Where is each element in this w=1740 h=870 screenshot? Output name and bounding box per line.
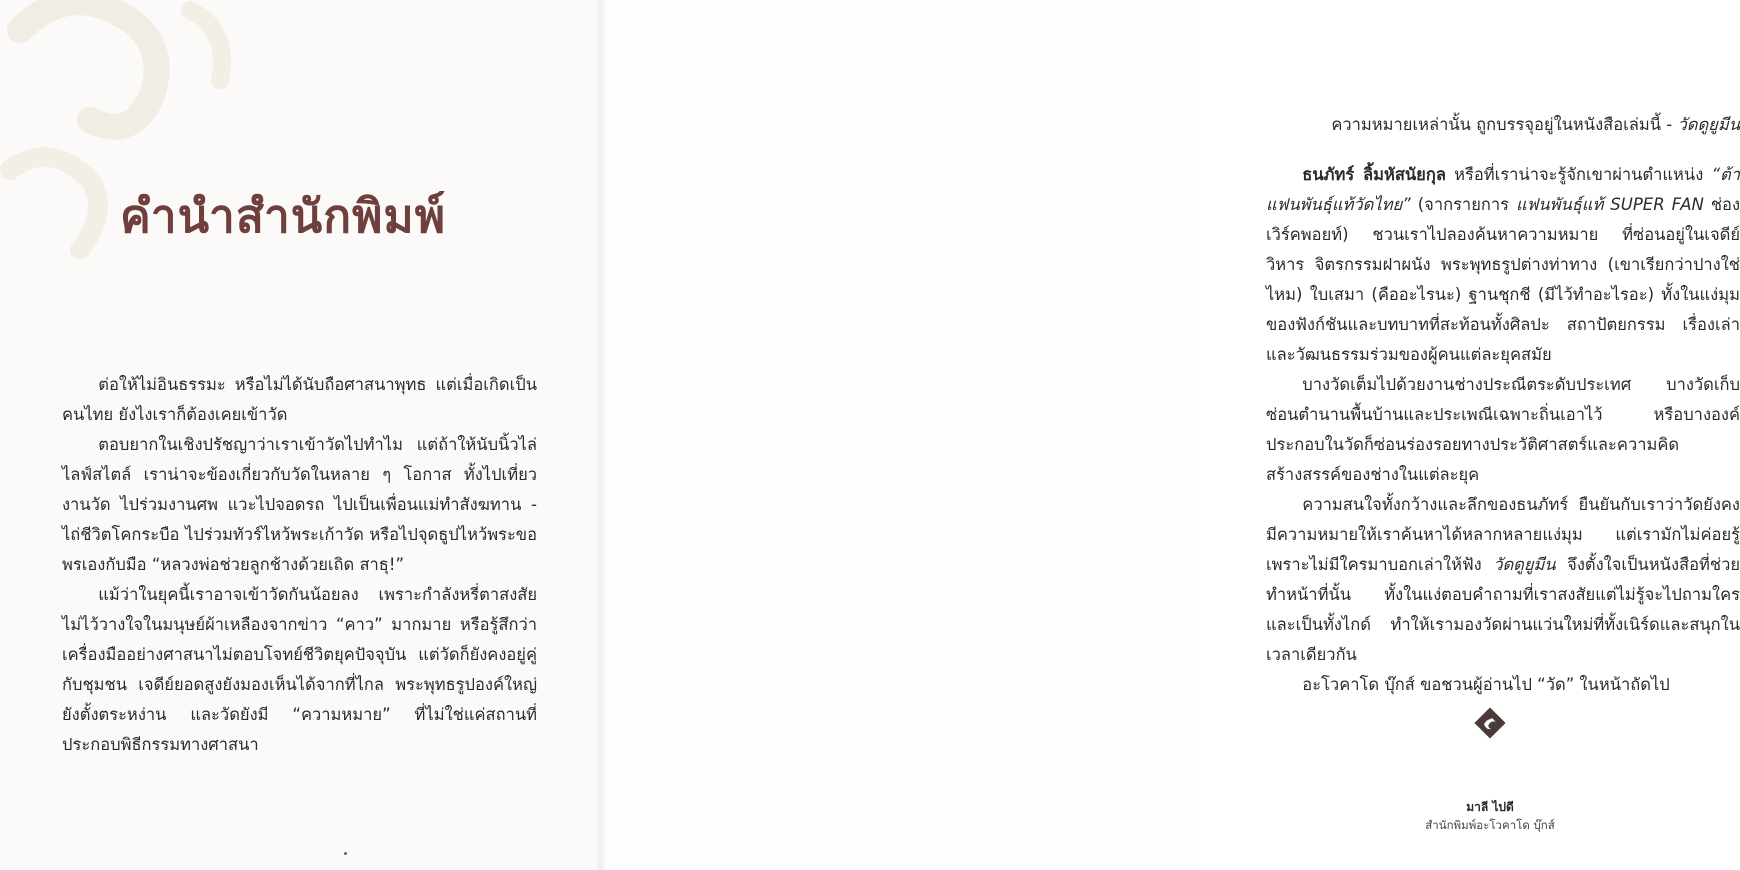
author-name: ธนภัทร์ ลิ้มหัสนัยกุล [1302,165,1446,184]
text-run: ช่องเวิร์คพอยท์) ชวนเราไปลองค้นหาความหมาย ที่ซ่อนอยู่ในเจดีย์ วิหาร จิตรกรรมฝาผนัง พระพุทธรูปต่างท่าทาง (เขาเรียกว่าปางใช่ไหม) ใบเสมา (คืออะไรนะ) ฐานชุกชี (มีไว้ทำอะไรอะ) ทั้งในแง่มุมของฟังก์ชันและบทบาทที่สะท้อนทั้งศิลปะ สถาปัตยกรรม เรื่องเล่า และวัฒนธรรมร่วมของผู้คนแต่ละยุคสมัย [1266,195,1740,364]
text-run: ความสนใจทั้งกว้างและลึกของธนภัทร์ ยืนยันกับเราว่าวัดยังคงมีความหมายให้เราค้นหาได้หลากหลายแง่มุม แต่เรามักไม่ค่อยรู้ เพราะไม่มีใครมาบอกเล่าให้ฟัง [1266,495,1740,574]
right-page [600,0,1740,870]
book-title-ref: วัดดูยูมีน [1493,555,1556,574]
paragraph: ต่อให้ไม่อินธรรมะ หรือไม่ได้นับถือศาสนาพุทธ แต่เมื่อเกิดเป็นคนไทย ยังไงเราก็ต้องเคยเข้าวัด [62,375,537,424]
page-title: คำนำสำนักพิมพ์ [120,189,447,243]
author-nickname: “ต้า แฟนพันธุ์แท้วัดไทย” [1266,165,1740,214]
book-gutter [596,0,606,870]
signature-name: มาลี ไปดี [1466,800,1514,814]
page-speck [344,852,347,855]
publisher-emblem-icon [1472,705,1508,741]
book-title-ref: วัดดูยูมีน [1677,115,1740,134]
paragraph: อะโวคาโด บุ๊กส์ ขอชวนผู้อ่านไป “วัด” ในหน้าถัดไป [1302,675,1670,694]
left-page [0,0,600,870]
signature-org: สำนักพิมพ์อะโวคาโด บุ๊กส์ [1425,818,1555,832]
left-body-text [62,370,537,760]
paragraph: ตอบยากในเชิงปรัชญาว่าเราเข้าวัดไปทำไม แต่ถ้าให้นับนิ้วไล่ไลฟ์สไตล์ เราน่าจะข้องเกี่ยวกับวัดในหลาย ๆ โอกาส ทั้งไปเที่ยวงานวัด ไปร่วมงานศพ แวะไปจอดรถ ไปเป็นเพื่อนแม่ทำสังฆทาน - ไถ่ชีวิตโคกระบือ ไปร่วมทัวร์ไหว้พระเก้าวัด หรือไปจุดธูปไหว้พระขอพรเองกับมือ “หลวงพ่อช่วยลูกช้างด้วยเถิด สาธุ!” [62,435,537,574]
lead-text: ความหมายเหล่านั้น ถูกบรรจุอยู่ในหนังสือเล่มนี้ - [1331,115,1678,134]
paragraph [1266,490,1740,670]
text-run: หรือที่เราน่าจะรู้จักเขาผ่านตำแหน่ง [1445,165,1712,184]
text-run: (จากรายการ [1410,195,1516,214]
paragraph: แม้ว่าในยุคนี้เราอาจเข้าวัดกันน้อยลง เพราะกำลังหรี่ตาสงสัย ไม่ไว้วางใจในมนุษย์ผ้าเหลืองจากข่าว “คาว” มากมาย หรือรู้สึกว่าเครื่องมืออย่างศาสนาไม่ตอบโจทย์ชีวิตยุคปัจจุบัน แต่วัดก็ยังคงอยู่คู่กับชุมชน เจดีย์ยอดสูงยังมองเห็นได้จากที่ไกล พระพุทธรูปองค์ใหญ่ยังตั้งตระหง่าน และวัดยังมี “ความหมาย” ที่ไม่ใช่แค่สถานที่ประกอบพิธีกรรมทางศาสนา [62,585,537,754]
paragraph: บางวัดเต็มไปด้วยงานช่างประณีตระดับประเทศ บางวัดเก็บซ่อนตำนานพื้นบ้านและประเพณีเฉพาะถิ่นเอาไว้ หรือบางองค์ประกอบในวัดก็ซ่อนร่องรอยทางประวัติศาสตร์และความคิดสร้างสรรค์ของช่างในแต่ละยุค [1266,375,1740,484]
lead-line [1266,110,1740,140]
right-body-text [1266,110,1740,700]
show-name: แฟนพันธุ์แท้ SUPER FAN [1515,195,1704,214]
text-run: จึงตั้งใจเป็นหนังสือที่ช่วยทำหน้าที่นั้น ทั้งในแง่ตอบคำถามที่เราสงสัยแต่ไม่รู้จะไปถามใคร และเป็นทั้งไกด์ ทำให้เรามองวัดผ่านแว่นใหม่ที่ทั้งเนิร์ดและสนุกในเวลาเดียวกัน [1266,555,1740,664]
paragraph [1266,160,1740,370]
